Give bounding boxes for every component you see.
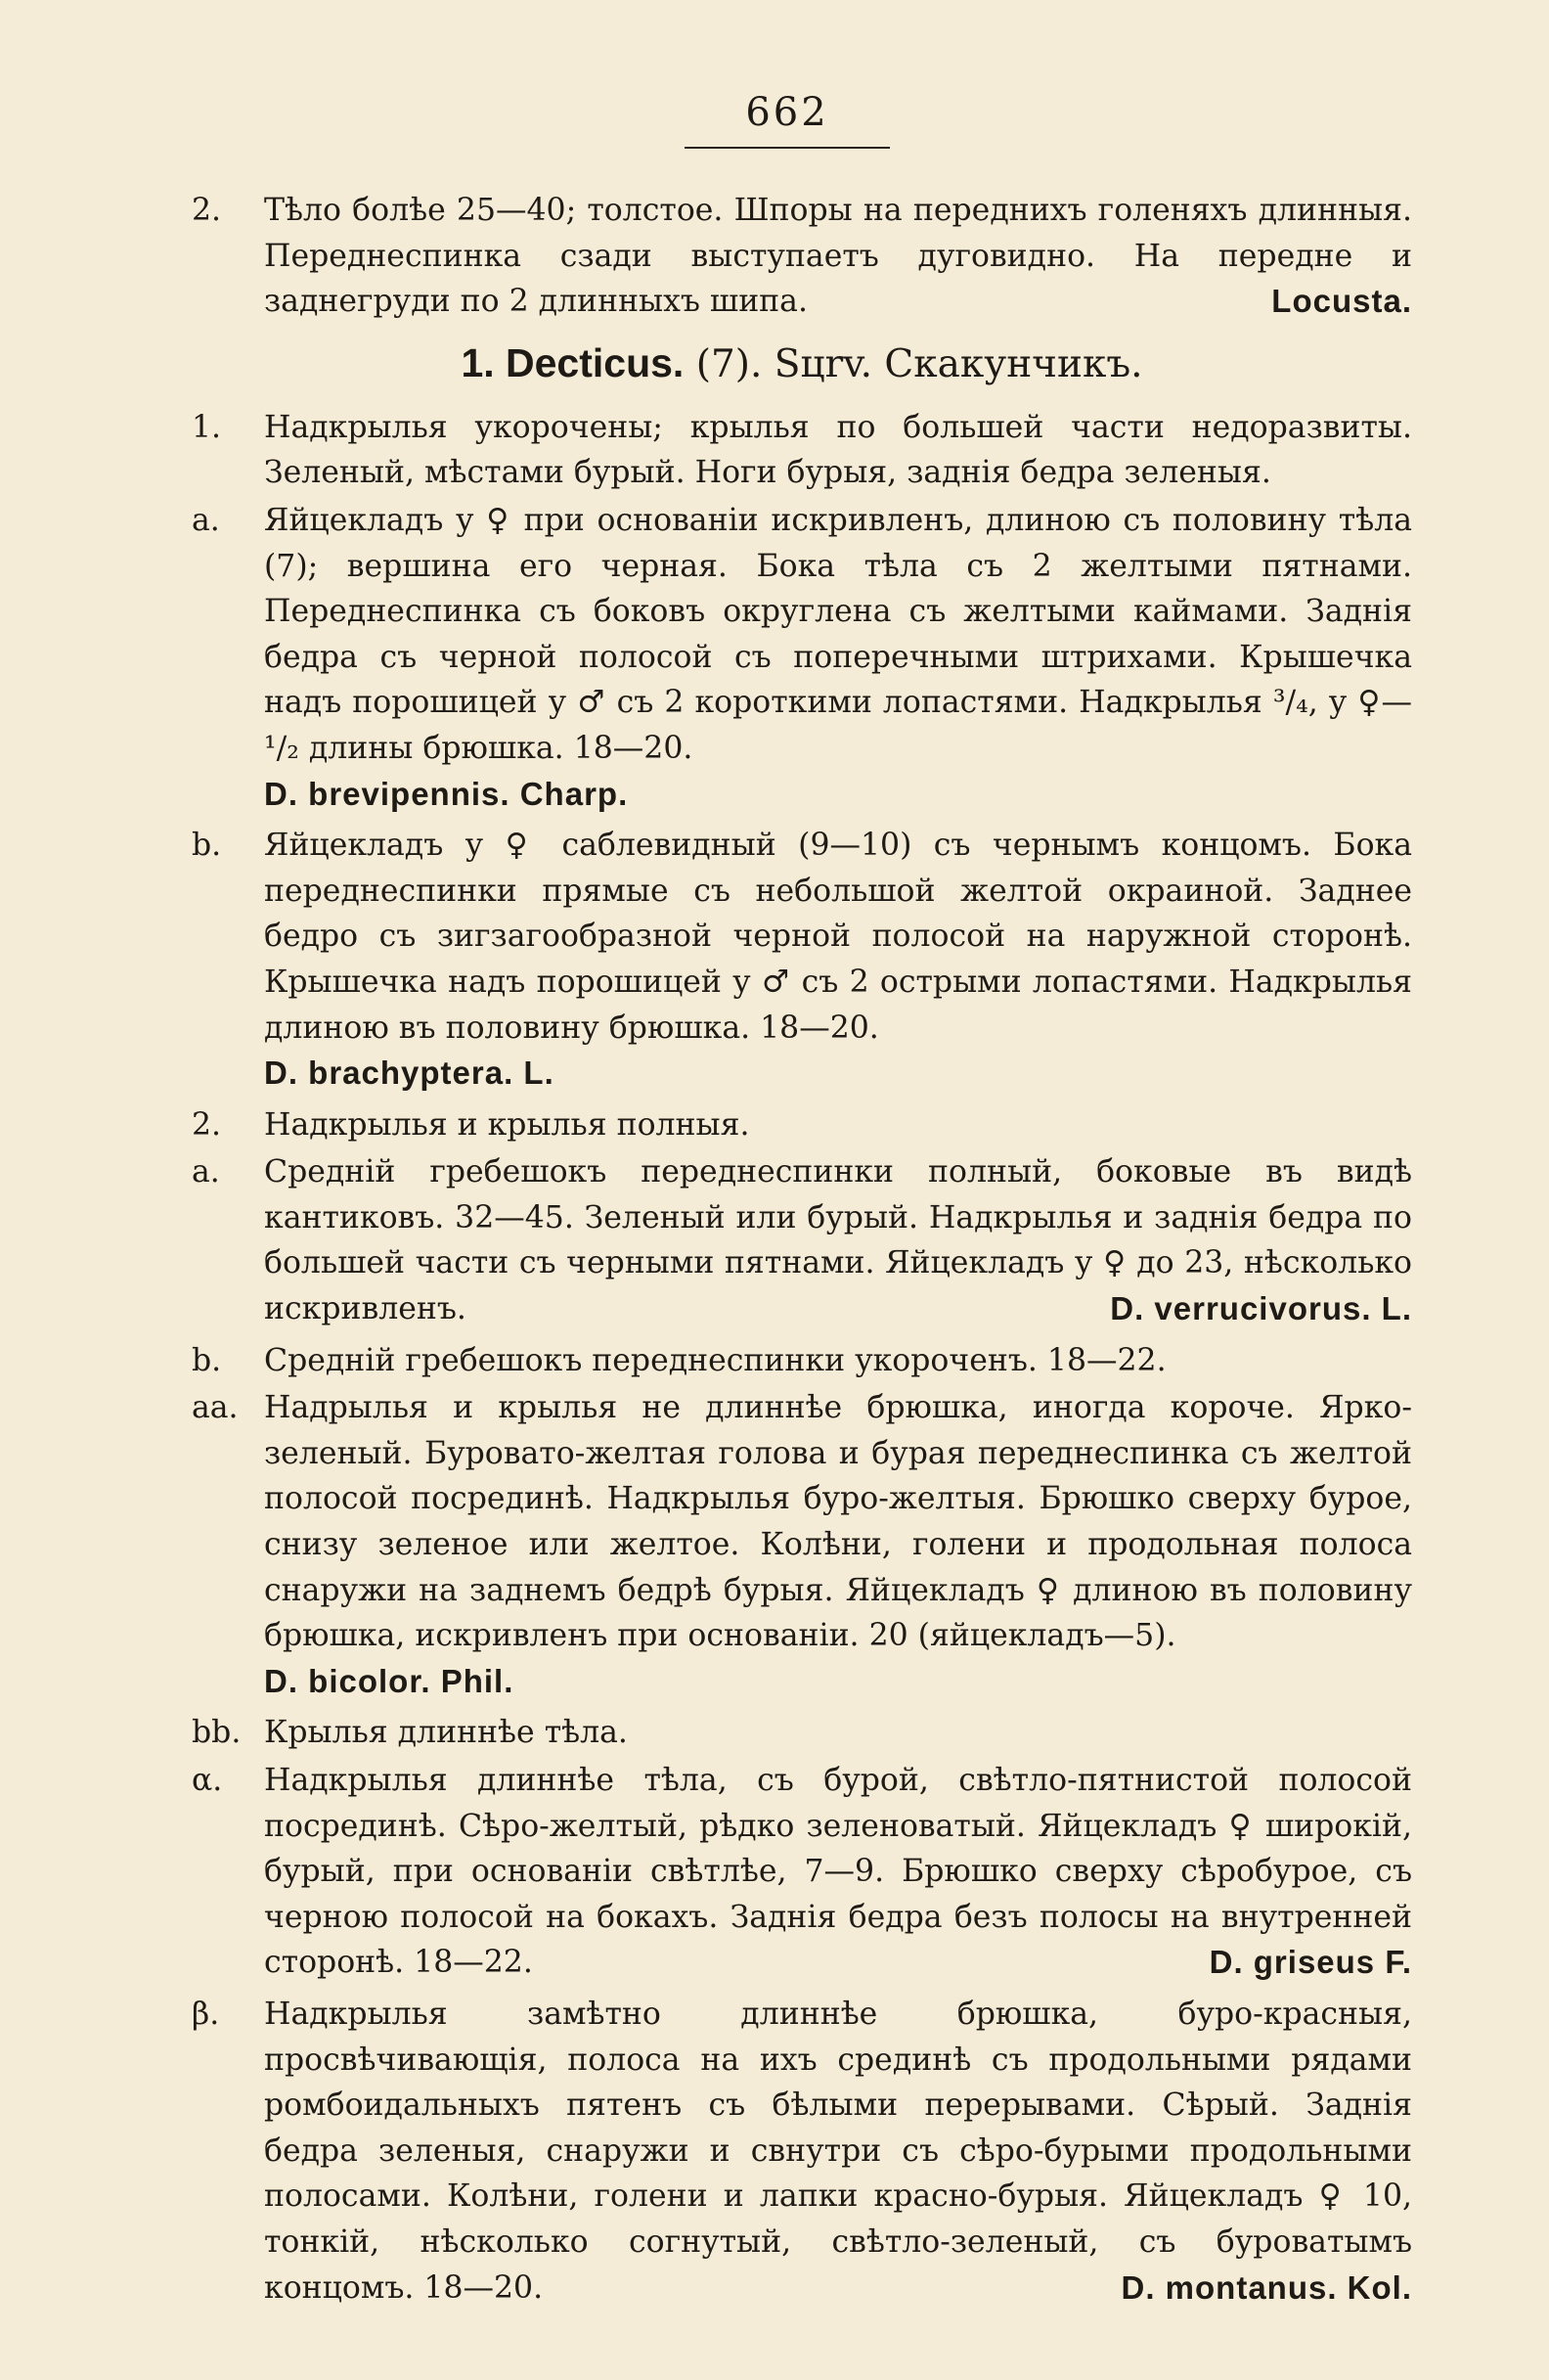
entry-text: Крылья длиннѣе тѣла.: [264, 1715, 628, 1751]
key-entry: [192, 1338, 1412, 1384]
entry-marker: aa.: [192, 1390, 239, 1426]
genus-heading: [192, 337, 1412, 391]
key-entry: [192, 188, 1412, 325]
genus-name: 1. Decticus.: [461, 339, 685, 385]
entry-marker: 1.: [192, 409, 222, 445]
key-entry: [192, 405, 1412, 496]
entry-text: Надрылья и крылья не длиннѣе брюшка, иногда короче. Ярко-зеленый. Буровато-желтая голова и бурая переднеспинка съ желтой полосой посрединѣ. Надкрылья буро-желтыя. Брюшко сверху бурое, снизу зеленое или желтое. Колѣни, голени и продольная полоса снаружи на заднемъ бедрѣ бурыя. Яйцекладъ ♀ длиною въ половину брюшка, искривленъ при основаніи. 20 (яйцекладъ—5).: [264, 1390, 1412, 1654]
page-body: [192, 188, 1412, 2311]
entry-text: Яйцекладъ у ♀ при основаніи искривленъ, длиною съ половину тѣла (7); вершина его черная. Бока тѣла съ 2 желтыми пятнами. Переднеспинка съ боковъ округлена съ желтыми каймами. Заднія бедра съ черной полосой съ поперечными штрихами. Крышечка надъ порошицей у ♂ съ 2 короткими лопастями. Надкрылья ³/₄, у ♀—¹/₂ длины брюшка. 18—20.: [264, 502, 1412, 766]
entry-marker: 2.: [192, 193, 222, 228]
key-entry: [192, 1385, 1412, 1704]
key-entry: [192, 823, 1412, 1097]
entry-text: Средній гребешокъ переднеспинки укороченъ. 18—22.: [264, 1342, 1167, 1378]
taxon-name: D. brachyptera. L.: [264, 1055, 554, 1092]
entry-marker: 2.: [192, 1106, 222, 1143]
taxon-name: D. verrucivorus. L.: [1110, 1290, 1412, 1327]
key-entry: [192, 1992, 1412, 2311]
entry-text: Надкрылья и крылья полныя.: [264, 1106, 750, 1143]
taxon-name: D. bicolor. Phil.: [264, 1662, 514, 1699]
entry-text: Надкрылья укорочены; крылья по большей части недоразвиты. Зеленый, мѣстами бурый. Ноги бурыя, заднія бедра зеленыя.: [264, 409, 1412, 491]
key-entry: [192, 498, 1412, 817]
taxon-name: D. griseus F.: [1209, 1944, 1412, 1981]
key-entry: [192, 1149, 1412, 1331]
key-entry: [192, 1102, 1412, 1148]
entry-marker: β.: [192, 1996, 220, 2032]
entry-marker: α.: [192, 1763, 223, 1798]
entry-marker: b.: [192, 1342, 222, 1378]
entry-text: Надкрылья длиннѣе тѣла, съ бурой, свѣтло-пятнистой полосой посрединѣ. Сѣро-желтый, рѣдко зеленоватый. Яйцекладъ ♀ широкій, бурый, при основаніи свѣтлѣе, 7—9. Брюшко сверху сѣробурое, съ черною полосой на бокахъ. Заднія бедра безъ полосы на внутренней сторонѣ. 18—22.: [264, 1763, 1412, 1981]
entry-marker: a.: [192, 1154, 220, 1190]
entry-marker: bb.: [192, 1715, 242, 1751]
entry-text: Средній гребешокъ переднеспинки полный, боковые въ видѣ кантиковъ. 32—45. Зеленый или бурый. Надкрылья и заднія бедра по большей части съ черными пятнами. Яйцекладъ у ♀ до 23, нѣсколько искривленъ.: [264, 1154, 1412, 1327]
page-number-rule: [685, 147, 890, 149]
key-entry: [192, 1710, 1412, 1756]
taxon-name: Locusta.: [1271, 283, 1412, 320]
entry-text: Надкрылья замѣтно длиннѣе брюшка, буро-красныя, просвѣчивающія, полоса на ихъ срединѣ съ продольными рядами ромбоидальныхъ пятенъ съ бѣлыми перерывами. Сѣрый. Заднія бедра зеленыя, снаружи и свнутри съ сѣро-бурыми продольными полосами. Колѣни, голени и лапки красно-бурыя. Яйцекладъ ♀ 10, тонкій, нѣсколько согнутый, свѣтло-зеленый, съ буроватымъ концомъ. 18—20.: [264, 1996, 1412, 2306]
genus-heading-rest: (7). Sцrv. Скакунчикъ.: [684, 341, 1143, 386]
taxon-name: D. brevipennis. Charp.: [264, 775, 629, 812]
page-number: 662: [745, 90, 829, 135]
taxon-name: D. montanus. Kol.: [1121, 2268, 1412, 2306]
entry-marker: b.: [192, 828, 222, 864]
key-entry: [192, 1758, 1412, 1986]
entry-text: Тѣло болѣе 25—40; толстое. Шпоры на переднихъ голеняхъ длинныя. Переднеспинка сзади выступаетъ дуговидно. На передне и заднегруди по 2 длинныхъ шипа.: [264, 193, 1412, 320]
entry-marker: a.: [192, 502, 220, 538]
entry-text: Яйцекладъ у ♀ саблевидный (9—10) съ чернымъ концомъ. Бока переднеспинки прямые съ небольшой желтой окраиной. Заднее бедро съ зигзагообразной черной полосой на наружной сторонѣ. Крышечка надъ порошицей у ♂ съ 2 острыми лопастями. Надкрылья длиною въ половину брюшка. 18—20.: [264, 828, 1412, 1046]
